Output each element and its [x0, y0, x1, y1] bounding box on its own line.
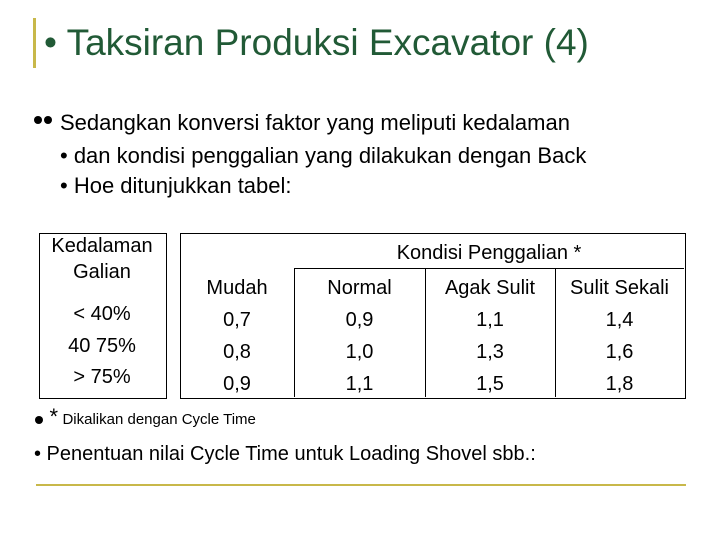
column-header: Agak Sulit: [444, 277, 536, 299]
table-cell: 1,4: [605, 309, 634, 331]
table-cell: 0,8: [223, 341, 251, 363]
column-header: Normal: [327, 277, 392, 299]
depth-header-line-1: Kedalaman: [51, 235, 153, 257]
double-dot-bullet-icon: [34, 106, 60, 132]
depth-row-label: > 75%: [73, 366, 131, 388]
table-cell: 0,9: [345, 309, 374, 331]
table-cell: 0,7: [223, 309, 251, 331]
bottom-accent-rule: [36, 484, 686, 486]
page-title: • Taksiran Produksi Excavator (4): [44, 22, 589, 63]
intro-bullet: [34, 110, 570, 136]
table-cell: 1,3: [476, 341, 504, 363]
title-accent-bar: [33, 18, 36, 68]
cycle-time-line: • Penentuan nilai Cycle Time untuk Loading Shovel sbb.:: [34, 443, 536, 465]
depth-row-label: 40 75%: [68, 335, 136, 357]
table-cell: 1,1: [476, 309, 504, 331]
table-cell: 0,9: [223, 373, 251, 395]
footnote-text: Dikalikan dengan Cycle Time: [62, 411, 256, 428]
table-cell: 1,5: [476, 373, 504, 395]
column-header: Sulit Sekali: [570, 277, 669, 299]
depth-row-label: < 40%: [73, 303, 131, 325]
table-cell: 1,8: [605, 373, 634, 395]
bullet-icon: [35, 416, 43, 424]
sub-line-2: • Hoe ditunjukkan tabel:: [60, 173, 292, 198]
footnote-star: *: [49, 404, 59, 429]
condition-group-header: Kondisi Penggalian *: [396, 242, 582, 264]
table-cell: 1,6: [605, 341, 634, 363]
table-cell: 1,0: [345, 341, 374, 363]
sub-line-1: • dan kondisi penggalian yang dilakukan dengan Back: [60, 143, 587, 168]
table-header-rule: [294, 268, 684, 269]
column-header: Mudah: [206, 277, 268, 299]
intro-text: Sedangkan konversi faktor yang meliputi kedalaman: [60, 110, 570, 135]
depth-header-line-2: Galian: [73, 261, 131, 283]
footnote: [35, 404, 256, 430]
table-cell: 1,1: [345, 373, 374, 395]
